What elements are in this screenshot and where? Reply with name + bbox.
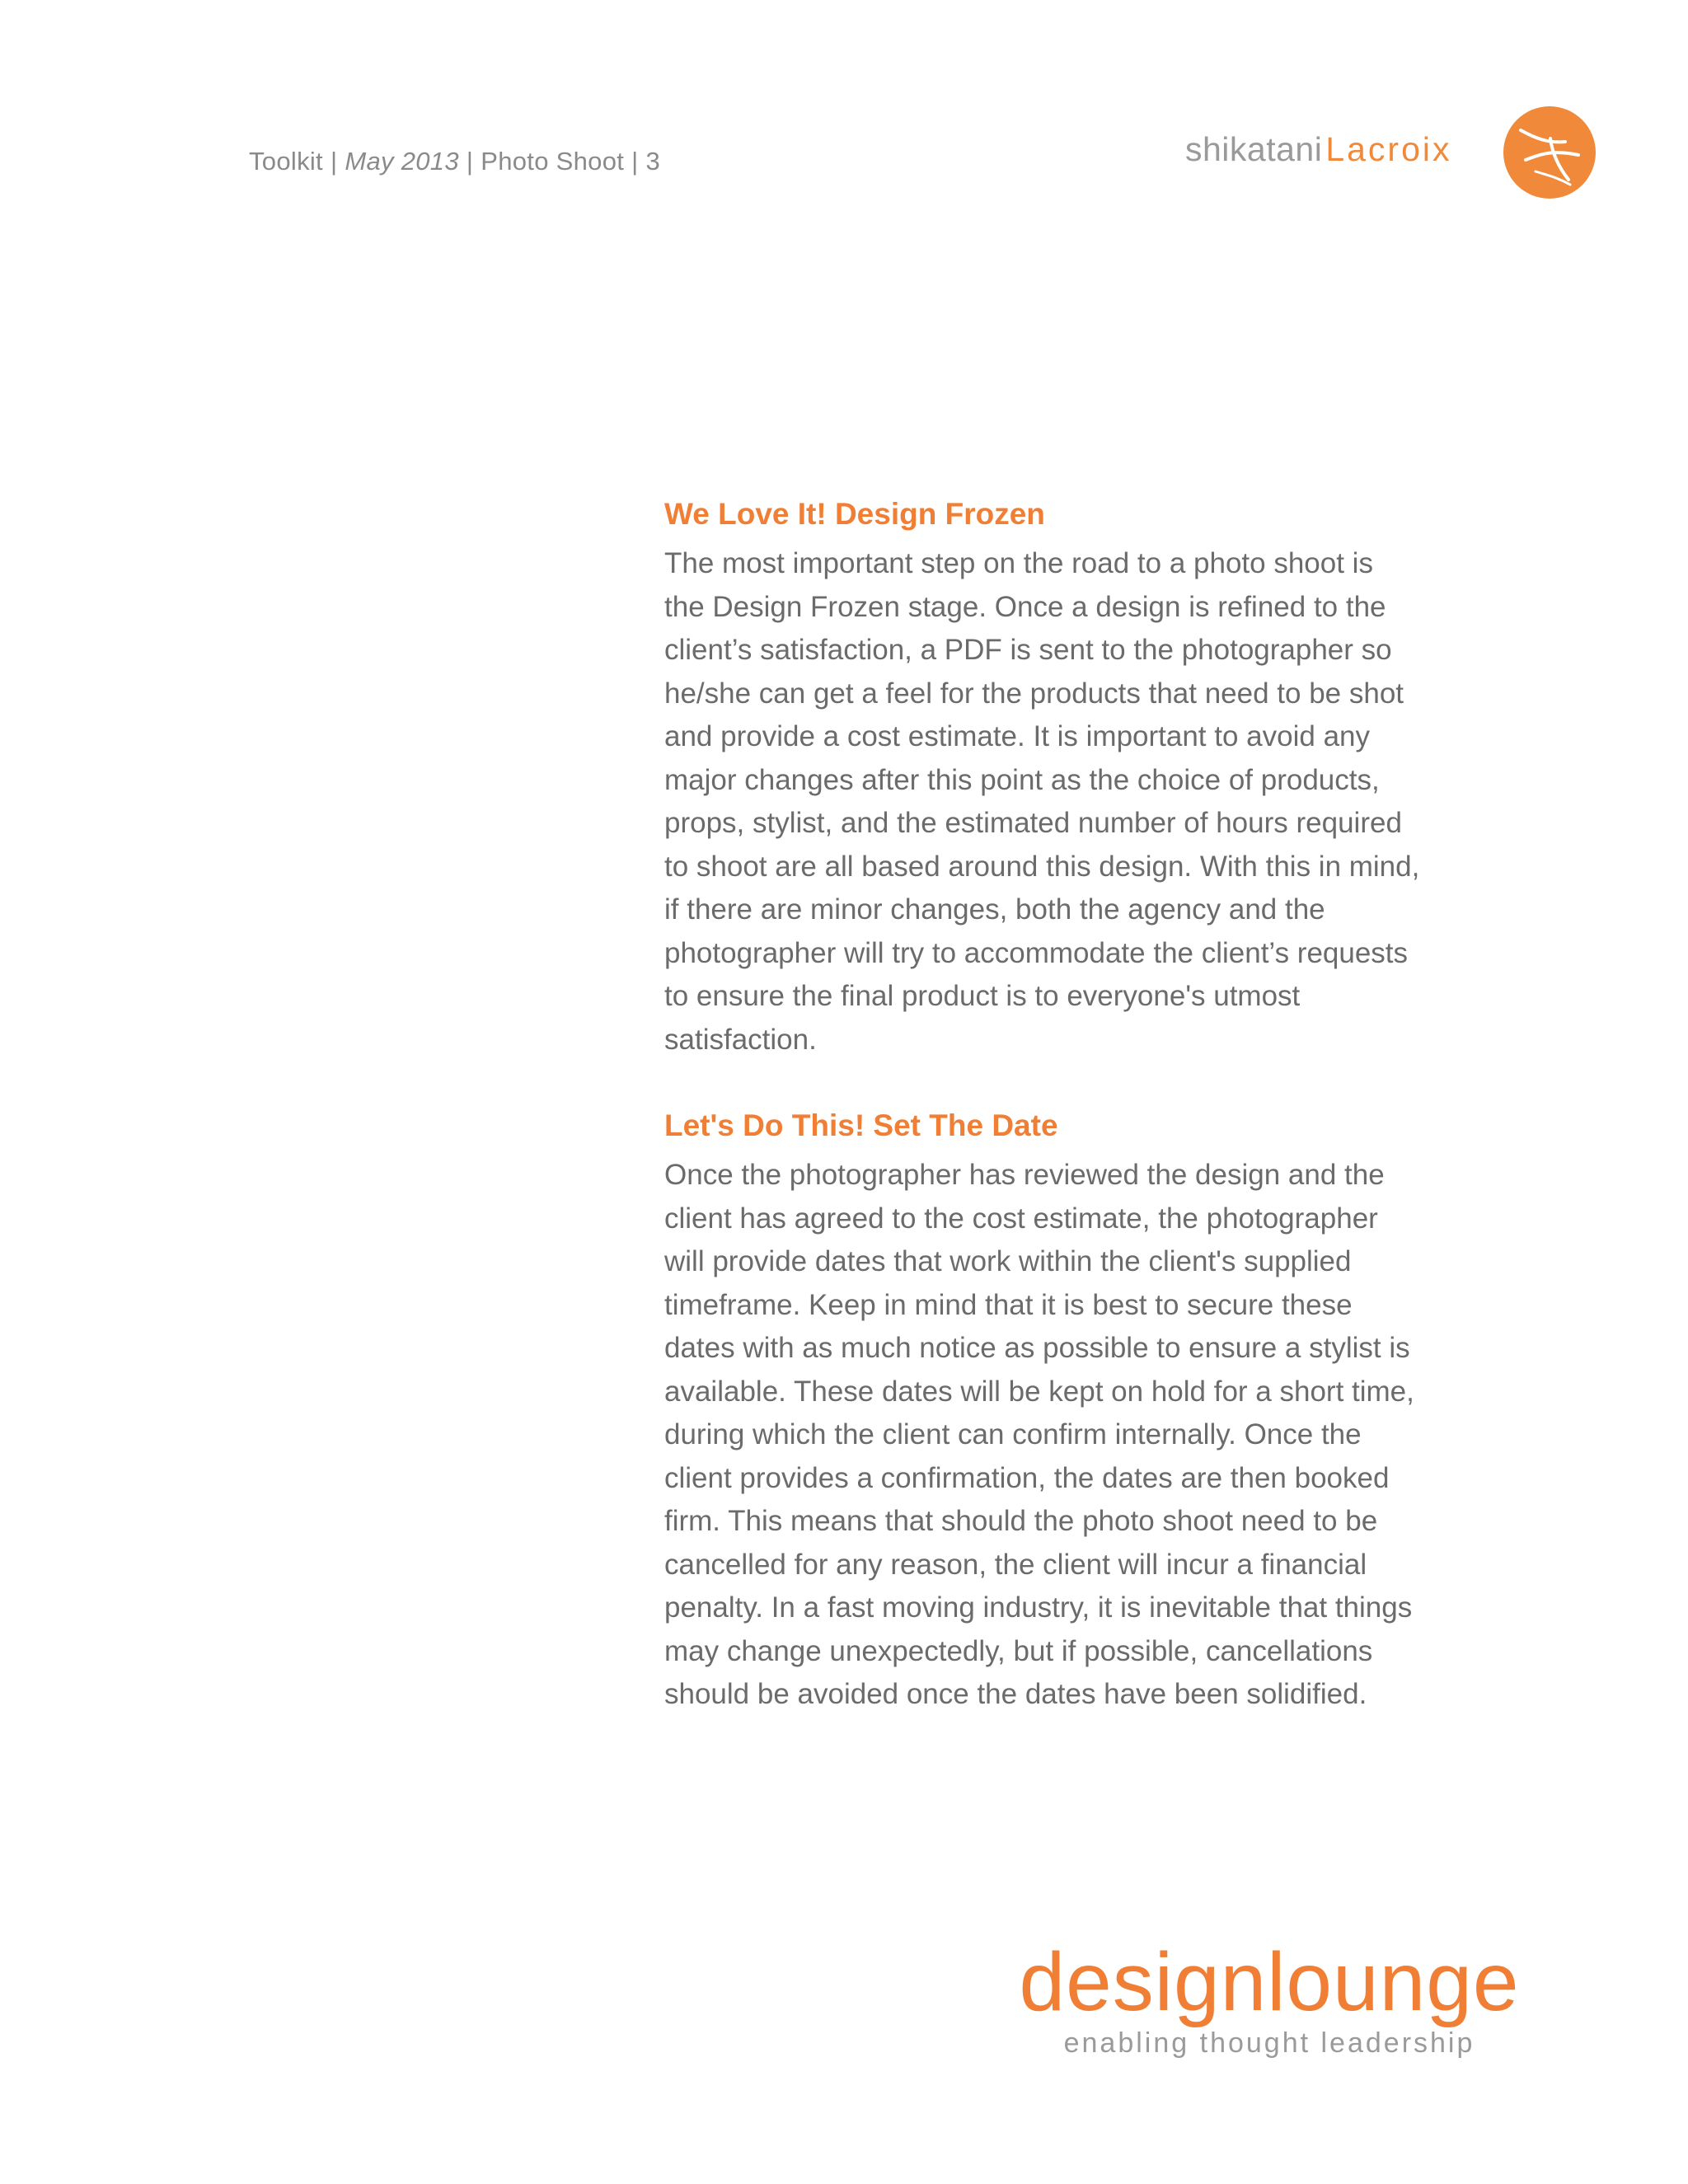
section-heading: Let's Do This! Set The Date: [664, 1108, 1058, 1142]
footer-tagline: enabling thought leadership: [1063, 2027, 1475, 2059]
header-separator: |: [330, 147, 338, 176]
section-heading: We Love It! Design Frozen: [664, 497, 1045, 531]
header-meta: [249, 147, 660, 176]
main-content: [664, 493, 1596, 1717]
section-set-the-date: [664, 1104, 1596, 1717]
brand-logo-block: [1185, 105, 1597, 199]
brand-emblem-icon: [1503, 105, 1597, 199]
footer-wordmark: [964, 1937, 1574, 2027]
brand-wordmark: [1185, 130, 1452, 169]
brand-wordmark-part1: shikatani: [1185, 130, 1323, 168]
header-separator: |: [466, 147, 474, 176]
page-number: 3: [645, 147, 661, 176]
footer-wordmark-part2: lounge: [1267, 1936, 1520, 2028]
footer-logo-block: [964, 1937, 1574, 2060]
footer-wordmark-part1: design: [1019, 1936, 1268, 2028]
header-topic: Photo Shoot: [481, 147, 625, 176]
header-section: Toolkit: [249, 147, 323, 176]
section-body: The most important step on the road to a photo shoot is the Design Frozen stage. Once a design is refined to the client’s satisfaction, a PDF is sent to the photographer so he/she can get a feel for the products that need to be shot and provide a cost estimate. It is important to avoid any major changes after this point as the choice of products, props, stylist, and the estimated number of hours required to shoot are all based around this design. With this in mind, if there are minor changes, both the agency and the photographer will try to accommodate the client’s requests to ensure the final product is to everyone's utmost satisfaction.: [664, 547, 1420, 1056]
section-body: Once the photographer has reviewed the design and the client has agreed to the cost estimate, the photographer will provide dates that work within the client's supplied timeframe. Keep in mind that it is best to secure these dates with as much notice as possible to ensure a stylist is available. These dates will be kept on hold for a short time, during which the client can confirm internally. Once the client provides a confirmation, the dates are then booked firm. This means that should the photo shoot need to be cancelled for any reason, the client will incur a financial penalty. In a fast moving industry, it is inevitable that things may change unexpectedly, but if possible, cancellations should be avoided once the dates have been solidified.: [664, 1159, 1414, 1710]
header-separator: |: [631, 147, 639, 176]
section-design-frozen: [664, 493, 1596, 1062]
header-date: May 2013: [345, 147, 459, 176]
brand-wordmark-part2: Lacroix: [1325, 130, 1452, 168]
